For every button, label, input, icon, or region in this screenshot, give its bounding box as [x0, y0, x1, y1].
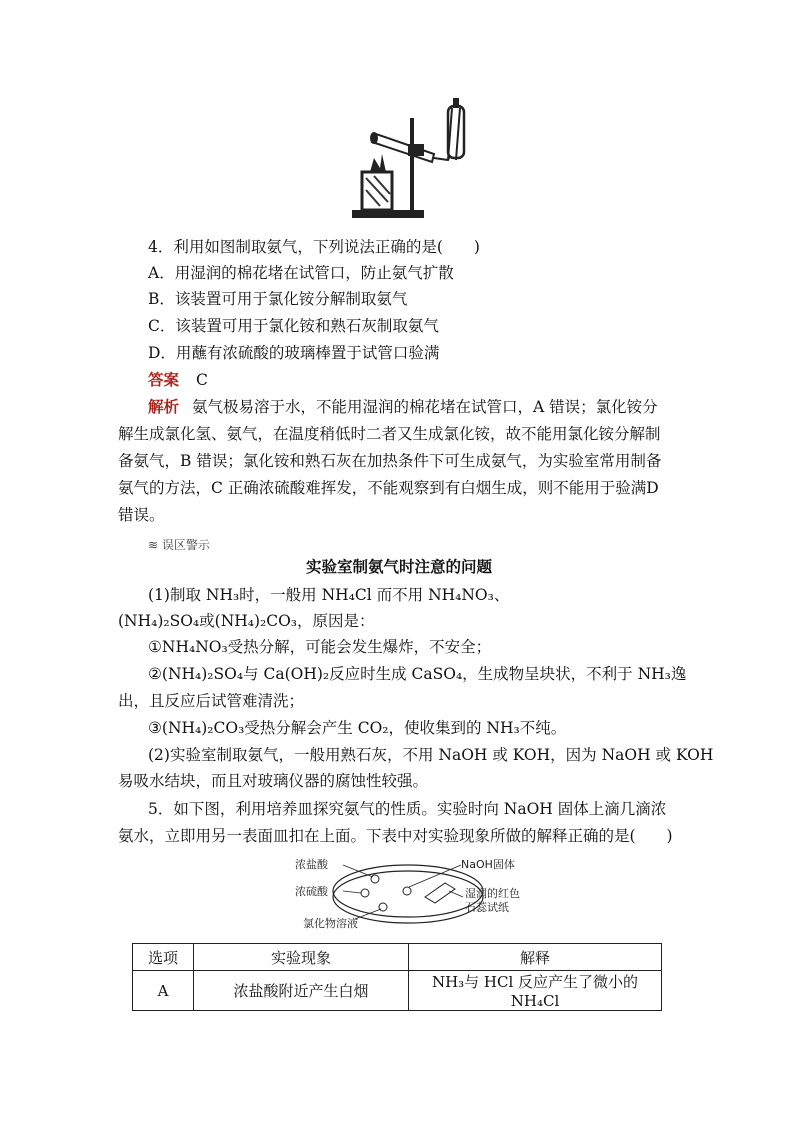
- header-option: 选项: [133, 944, 194, 971]
- apparatus-figure: [352, 98, 482, 223]
- layers-icon: ≋: [148, 538, 159, 552]
- analysis-line-1: [148, 396, 658, 418]
- warning-p1e: 出，且反应后试管难清洗；: [118, 692, 305, 710]
- label-conc-hcl: 浓盐酸: [295, 858, 328, 871]
- petri-dish-figure: [295, 853, 535, 935]
- answer-row: [148, 369, 208, 391]
- q4-option-c: C．该装置可用于氯化铵和熟石灰制取氨气: [148, 317, 439, 335]
- warning-p1c: ①NH₄NO₃受热分解，可能会发生爆炸，不安全；: [148, 638, 492, 656]
- table-header-row: [133, 944, 662, 971]
- table-row: [133, 971, 662, 1011]
- analysis-line-4: 氨气的方法，C 正确浓硫酸难挥发，不能观察到有白烟生成，则不能用于验满D: [118, 479, 659, 497]
- warning-p1d: ②(NH₄)₂SO₄与 Ca(OH)₂反应时生成 CaSO₄，生成物呈块状，不利于 NH₃逸: [148, 665, 687, 683]
- warning-p2b: 易吸水结块，而且对玻璃仪器的腐蚀性较强。: [118, 772, 429, 790]
- analysis-text: 氨气极易溶于水，不能用湿润的棉花堵在试管口，A 错误；氯化铵分: [191, 398, 658, 416]
- warning-title: 实验室制氨气时注意的问题: [306, 557, 493, 576]
- warning-p1f: ③(NH₄)₂CO₃受热分解会产生 CO₂，使收集到的 NH₃不纯。: [148, 719, 567, 737]
- warning-p2a: (2)实验室制取氨气，一般用熟石灰，不用 NaOH 或 KOH，因为 NaOH 或 KOH: [148, 746, 714, 764]
- q4-stem: 4．利用如图制取氨气，下列说法正确的是( ): [148, 238, 480, 256]
- cell-option: A: [133, 971, 194, 1011]
- warning-label-row: [148, 534, 210, 556]
- warning-p1b: (NH₄)₂SO₄或(NH₄)₂CO₃，原因是：: [118, 612, 375, 630]
- label-chloride-solution: 氯化物溶液: [303, 917, 358, 930]
- answer-label: 答案: [148, 371, 180, 389]
- warning-label: 误区警示: [161, 538, 210, 552]
- cell-explanation: NH₃与 HCl 反应产生了微小的 NH₄Cl: [409, 971, 662, 1011]
- q5-stem-1: 5．如下图，利用培养皿探究氨气的性质。实验时向 NaOH 固体上滴几滴浓: [148, 800, 667, 818]
- analysis-line-2: 解生成氯化氢、氨气，在温度稍低时二者又生成氯化铵，故不能用氯化铵分解制: [118, 425, 661, 443]
- analysis-line-5: 错误。: [118, 506, 165, 524]
- warning-p1a: (1)制取 NH₃时，一般用 NH₄Cl 而不用 NH₄NO₃、: [148, 586, 510, 604]
- label-conc-h2so4: 浓硫酸: [295, 885, 328, 898]
- header-phenomenon: 实验现象: [194, 944, 409, 971]
- analysis-label: 解析: [148, 398, 180, 416]
- options-table: [132, 943, 662, 1011]
- q4-option-b: B．该装置可用于氯化铵分解制取氨气: [148, 290, 408, 308]
- label-red-litmus-1: 湿润的红色: [465, 887, 520, 900]
- cell-phenomenon: 浓盐酸附近产生白烟: [194, 971, 409, 1011]
- q4-option-d: D．用蘸有浓硫酸的玻璃棒置于试管口验满: [148, 344, 440, 362]
- q4-option-a: A．用湿润的棉花堵在试管口，防止氨气扩散: [148, 264, 454, 282]
- q5-stem-2: 氨水，立即用另一表面皿扣在上面。下表中对实验现象所做的解释正确的是( ): [118, 827, 673, 845]
- header-explanation: 解释: [409, 944, 662, 971]
- analysis-line-3: 备氨气，B 错误；氯化铵和熟石灰在加热条件下可生成氨气，为实验室常用制备: [118, 452, 662, 470]
- answer-value: C: [195, 371, 208, 389]
- label-naoh-solid: NaOH固体: [461, 858, 515, 871]
- label-red-litmus-2: 石蕊试纸: [465, 901, 509, 914]
